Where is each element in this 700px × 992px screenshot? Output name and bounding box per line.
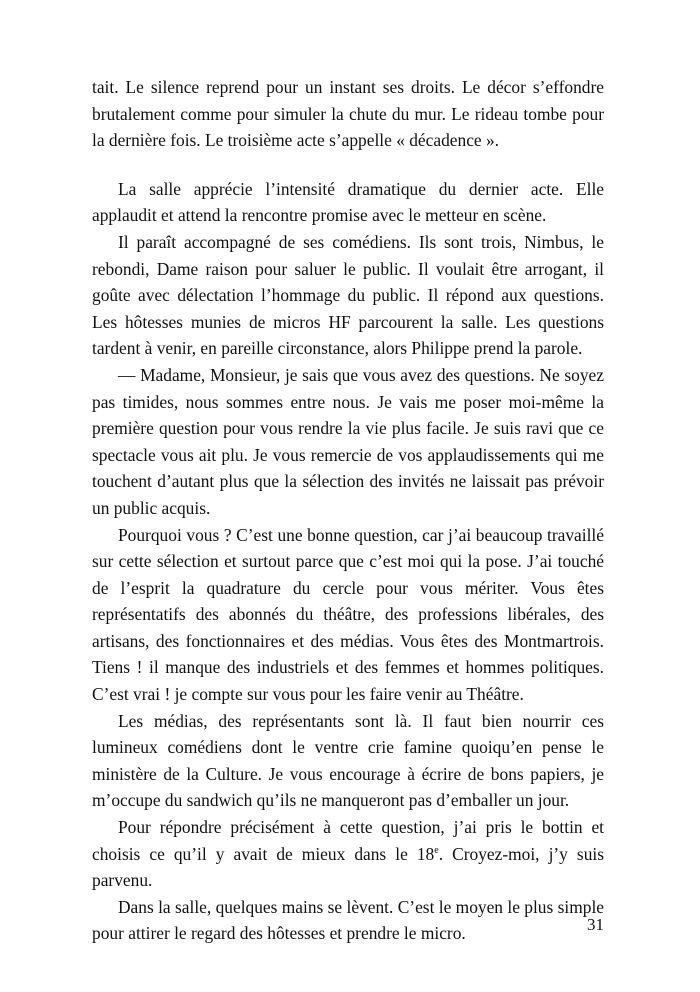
paragraph-text: Pour répondre précisément à cette question, j’ai pris le bottin et choisis ce qu’il y avait de mieux dans le 18 [92,817,604,864]
paragraph [92,814,604,894]
paragraph: Il paraît accompagné de ses comédiens. Ils sont trois, Nimbus, le rebondi, Dame raison pour saluer le public. Il voulait être arrogant, il goûte avec délectation l’hommage du public. Il répond aux questions. Les hôtesses munies de micros HF parcourent la salle. Les questions tardent à venir, en pareille circonstance, alors Philippe prend la parole. [92,231,604,359]
page-number: 31 [587,915,604,934]
paragraph-dialogue: — Madame, Monsieur, je sais que vous avez des questions. Ne soyez pas timides, nous sommes entre nous. Je vais me poser moi-même la première question pour vous rendre la vie plus facile. Je suis ravi que ce spectacle vous ait plu. Je vous remercie de vos applaudissements qui me touchent d’autant plus que la sélection des invités ne laissait pas prévoir un public acquis. [92,364,604,518]
paragraph: La salle apprécie l’intensité dramatique du dernier acte. Elle applaudit et attend la rencontre promise avec le metteur en scène. [92,178,604,226]
paragraph: Pourquoi vous ? C’est une bonne question, car j’ai beaucoup travaillé sur cette sélection et surtout parce que c’est moi qui la pose. J’ai touché de l’esprit la quadrature du cercle pour vous mériter. Vous êtes représentatifs des abonnés du théâtre, des professions libérales, des artisans, des fonctionnaires et des médias. Vous êtes des Montmartrois. Tiens ! il manque des industriels et des femmes et hommes politiques. C’est vrai ! je compte sur vous pour les faire venir au Théâtre. [92,524,604,705]
page-body [92,74,604,947]
paragraph: Les médias, des représentants sont là. Il faut bien nourrir ces lumineux comédiens dont le ventre crie famine quoiqu’en pense le ministère de la Culture. Je vous encourage à écrire de bons papiers, je m’occupe du sandwich qu’ils ne manqueront pas d’emballer un jour. [92,710,604,811]
paragraph: Dans la salle, quelques mains se lèvent. C’est le moyen le plus simple pour attirer le regard des hôtesses et prendre le micro. [92,896,604,944]
ordinal-superscript: e [434,844,439,856]
paragraph-continuation: tait. Le silence reprend pour un instant ses droits. Le décor s’effondre brutalement comme pour simuler la chute du mur. Le rideau tombe pour la dernière fois. Le troisième acte s’appelle « décadence ». [92,77,604,151]
paragraph-text: . Croyez-moi, j’y suis parvenu. [92,843,604,891]
